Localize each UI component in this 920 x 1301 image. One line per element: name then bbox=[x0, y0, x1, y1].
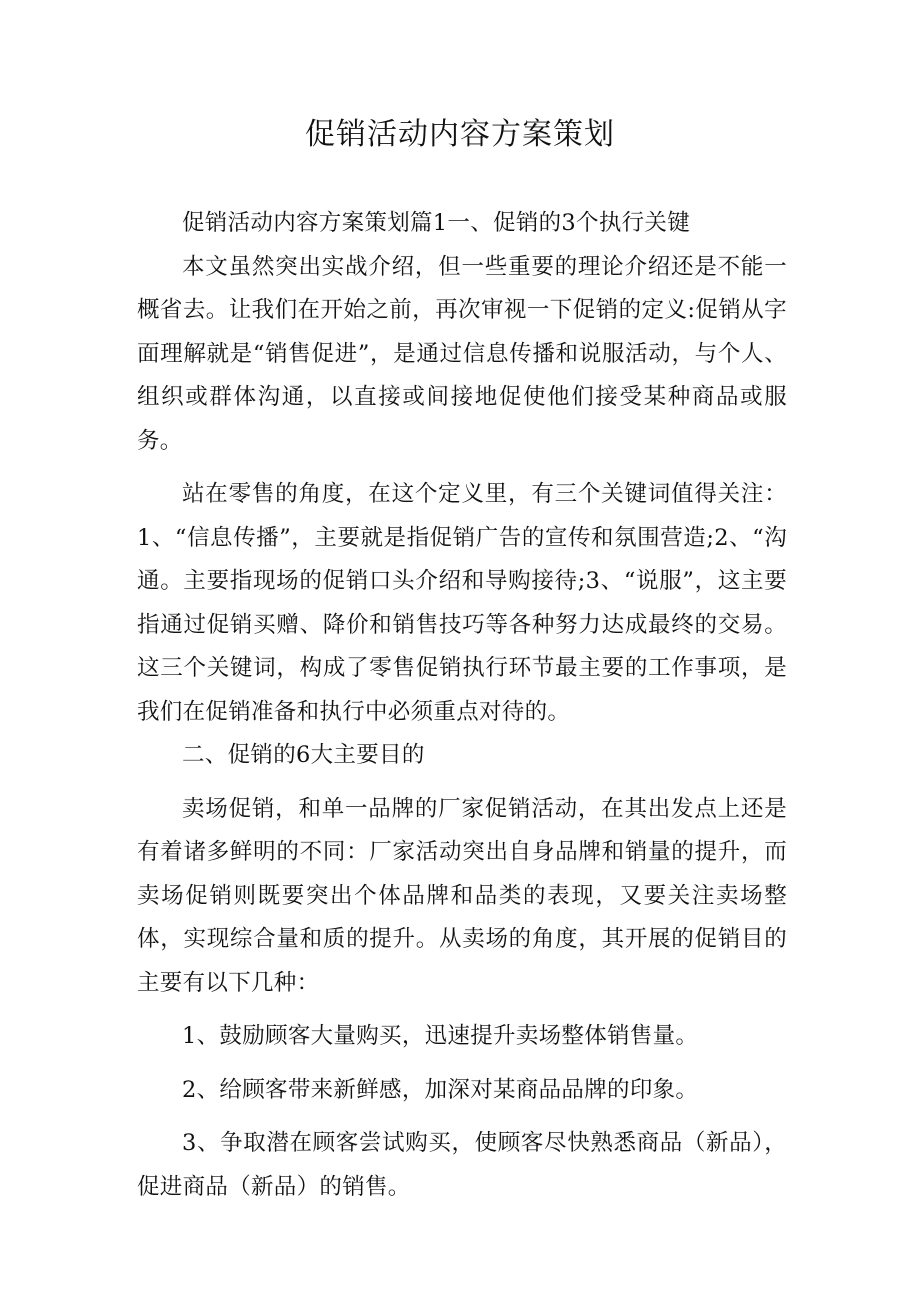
document-title: 促销活动内容方案策划 bbox=[305, 117, 615, 152]
list-item-2: 2、给顾客带来新鲜感，加深对某商品品牌的印象。 bbox=[182, 1076, 699, 1103]
list-item-1: 1、鼓励顾客大量购买，迅速提升卖场整体销售量。 bbox=[182, 1023, 699, 1049]
paragraph-store-promotion: 卖场促销，和单一品牌的厂家促销活动，在其出发点上还是有着诸多鲜明的不同：厂家活动突出自身品牌和销量的提升，而卖场促销则既要突出个体品牌和品类的表现，又要关注卖场整体，实现综合量和质的提升。从卖场的角度，其开展的促销目的主要有以下几种： bbox=[137, 795, 787, 996]
paragraph-keywords: 站在零售的角度，在这个定义里，有三个关键词值得关注：1、“信息传播”，主要就是指促销广告的宣传和氛围营造;2、“沟通。主要指现场的促销口头介绍和导购接待;3、“说服”，这主要指通过促销买赠、降价和销售技巧等各种努力达成最终的交易。这三个关键词，构成了零售促销执行环节最主要的工作事项，是我们在促销准备和执行中必须重点对待的。 bbox=[137, 481, 787, 725]
paragraph-promotion-definition: 本文虽然突出实战介绍，但一些重要的理论介绍还是不能一概省去。让我们在开始之前，再次审视一下促销的定义:促销从字面理解就是“销售促进”，是通过信息传播和说服活动，与个人、组织或群体沟通，以直接或间接地促使他们接受某种商品或服务。 bbox=[137, 253, 787, 454]
paragraph-heading-1: 促销活动内容方案策划篇1一、促销的3个执行关键 bbox=[182, 210, 691, 236]
list-item-3: 3、争取潜在顾客尝试购买，使顾客尽快熟悉商品（新品），促进商品（新品）的销售。 bbox=[137, 1130, 787, 1200]
paragraph-heading-2: 二、促销的6大主要目的 bbox=[182, 742, 425, 768]
document-body bbox=[137, 202, 787, 1209]
